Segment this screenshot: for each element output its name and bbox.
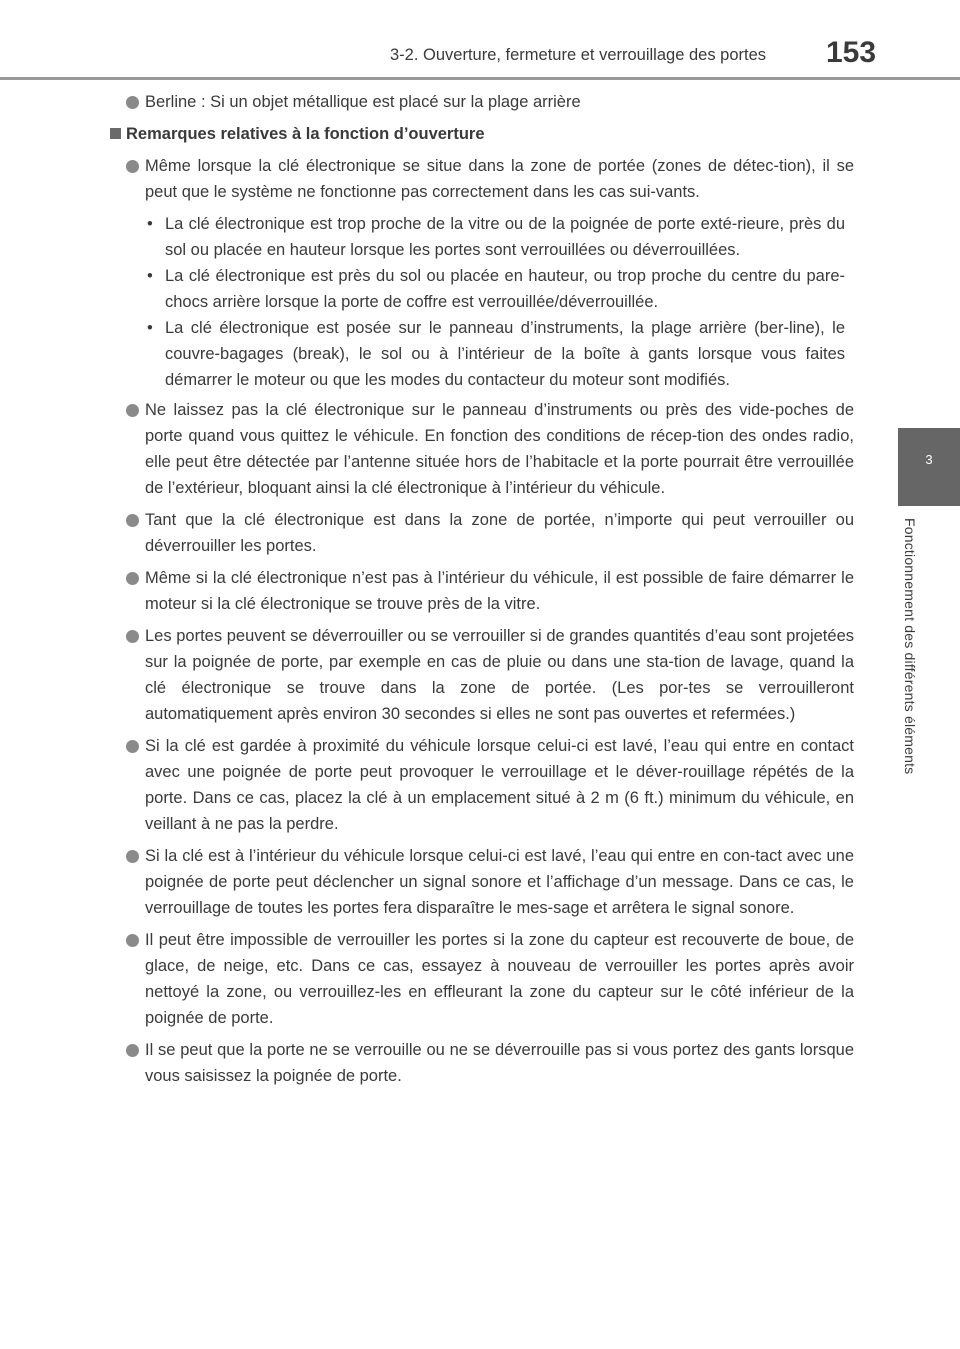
chapter-number: 3 [925,452,933,467]
paragraph-text: Si la clé est à l’intérieur du véhicule lorsque celui-ci est lavé, l’eau qui entre en con-tact avec une poignée de porte peut déclencher un signal sonore et l’affichage d’un message. Dans ce cas, le verrouillage de toutes les portes fera disparaître le mes-sage et arrêtera le signal sonore. [145,847,854,917]
section-heading [110,121,854,147]
sub-list-item [145,263,855,315]
round-bullet-icon [126,160,139,173]
sub-list-text: La clé électronique est posée sur le panneau d’instruments, la plage arrière (ber-line), le couvre-bagages (break), le sol ou à l’intérieur de la boîte à gants lorsque vous faites démarrer le moteur ou que les modes du contacteur du moteur sont modifiés. [165,319,845,389]
chapter-tab [898,428,960,506]
bullet-paragraph-4 [126,565,854,617]
bullet-paragraph-9 [126,1037,854,1089]
round-bullet-icon [126,934,139,947]
page-number: 153 [826,36,877,69]
page-header [0,0,960,80]
sub-list [145,211,855,393]
paragraph-text: Berline : Si un objet métallique est placé sur la plage arrière [145,93,581,111]
round-bullet-icon [126,1044,139,1057]
header-divider [0,77,960,80]
round-bullet-icon [126,514,139,527]
chapter-side-label: Fonctionnement des différents éléments [902,518,918,775]
bullet-paragraph-3 [126,507,854,559]
bullet-paragraph-7 [126,843,854,921]
paragraph-text: Il peut être impossible de verrouiller les portes si la zone du capteur est recouverte de boue, de glace, de neige, etc. Dans ce cas, essayez à nouveau de verrouiller les portes après avoir nettoyé la zone, ou verrouillez-les en effleurant la zone du capteur sur le côté inférieur de la poignée de porte. [145,931,854,1027]
paragraph-text: Si la clé est gardée à proximité du véhicule lorsque celui-ci est lavé, l’eau qui entre en contact avec une poignée de porte peut provoquer le verrouillage et le déver-rouillage répétés de la porte. Dans ce cas, placez la clé à un emplacement situé à 2 m (6 ft.) minimum du véhicule, en veillant à ne pas la perdre. [145,737,854,833]
round-bullet-icon [126,96,139,109]
small-bullet-icon: • [147,267,153,285]
sub-list-text: La clé électronique est près du sol ou placée en hauteur, ou trop proche du centre du pare-chocs arrière lorsque la porte de coffre est verrouillée/déverrouillée. [165,267,845,311]
paragraph-text: Tant que la clé électronique est dans la zone de portée, n’importe qui peut verrouiller ou déverrouiller les portes. [145,511,854,555]
page-content [126,89,854,1095]
paragraph-text: Il se peut que la porte ne se verrouille ou ne se déverrouille pas si vous portez des gants lorsque vous saisissez la poignée de porte. [145,1041,854,1085]
bullet-paragraph-1 [126,153,854,205]
bullet-paragraph-6 [126,733,854,837]
paragraph-text: Ne laissez pas la clé électronique sur le panneau d’instruments ou près des vide-poches de porte quand vous quittez le véhicule. En fonction des conditions de récep-tion des ondes radio, elle peut être détectée par l’antenne située hors de l’habitacle et la porte pourrait être verrouillée de l’extérieur, bloquant ainsi la clé électronique à l’intérieur du véhicule. [145,401,854,497]
sub-list-text: La clé électronique est trop proche de la vitre ou de la poignée de porte exté-rieure, près du sol ou placée en hauteur lorsque les portes sont verrouillées ou déverrouillées. [165,215,845,259]
round-bullet-icon [126,572,139,585]
round-bullet-icon [126,740,139,753]
round-bullet-icon [126,630,139,643]
chapter-title: 3-2. Ouverture, fermeture et verrouillage des portes [390,46,767,64]
bullet-paragraph-8 [126,927,854,1031]
round-bullet-icon [126,850,139,863]
bullet-paragraph-intro [126,89,854,115]
round-bullet-icon [126,404,139,417]
paragraph-text: Même si la clé électronique n’est pas à l’intérieur du véhicule, il est possible de faire démarrer le moteur si la clé électronique se trouve près de la vitre. [145,569,854,613]
square-bullet-icon [110,128,121,139]
sub-list-item [145,211,855,263]
paragraph-text: Même lorsque la clé électronique se situe dans la zone de portée (zones de détec-tion), il se peut que le système ne fonctionne pas correctement dans les cas sui-vants. [145,157,854,201]
small-bullet-icon: • [147,319,153,337]
sub-list-item [145,315,855,393]
bullet-paragraph-2 [126,397,854,501]
section-heading-text: Remarques relatives à la fonction d’ouverture [126,125,485,143]
bullet-paragraph-5 [126,623,854,727]
small-bullet-icon: • [147,215,153,233]
paragraph-text: Les portes peuvent se déverrouiller ou se verrouiller si de grandes quantités d’eau sont projetées sur la poignée de porte, par exemple en cas de pluie ou dans une sta-tion de lavage, quand la clé électronique se trouve dans la zone de portée. (Les por-tes se verrouilleront automatiquement après environ 30 secondes si elles ne sont pas ouvertes et refermées.) [145,627,854,723]
